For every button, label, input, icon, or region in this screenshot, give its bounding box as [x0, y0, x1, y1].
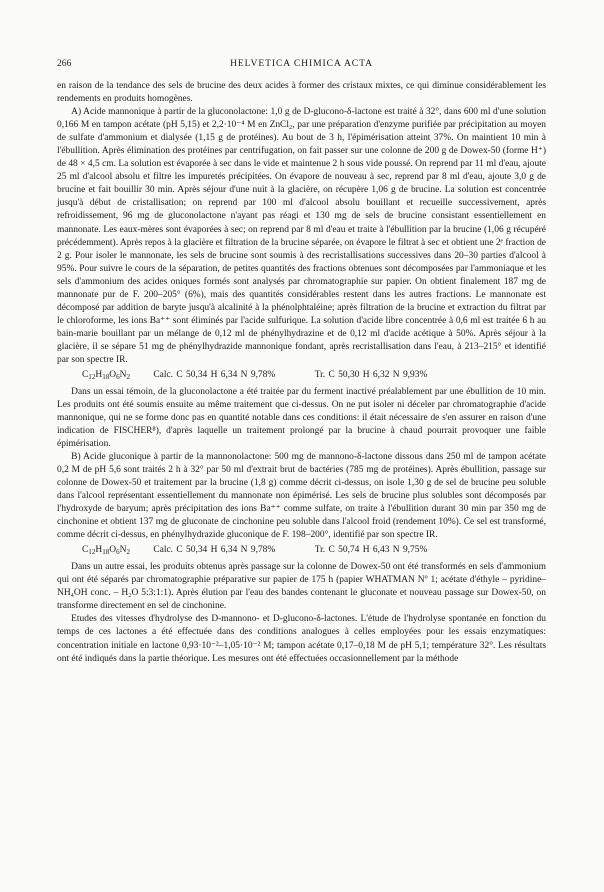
elemental-analysis-2	[57, 544, 546, 559]
running-title: HELVETICA CHIMICA ACTA	[230, 58, 373, 69]
page-header	[57, 58, 546, 72]
page-number: 266	[57, 58, 72, 69]
found-values: Tr. C 50,30 H 6,32 N 9,93%	[314, 370, 428, 381]
paragraph-method-b: B) Acide gluconique à partir de la mannonolactone: 500 mg de mannono-δ-lactone dissous dans 250 ml de tampon acétate 0,2 M de pH 5,6 sont traités 2 h à 32° par 50 ml d'extrait brut de bactéries (785 mg de protéines). Après ébullition, passage sur colonne de Dowex-50 et traitement par la brucine (1,8 g) comme décrit ci-dessus, on isole 1,30 g de sel de brucine peu soluble dans l'alcool représentant essentiellement du mannonate non épimérisé. Les sels de brucine plus solubles sont décomposés par l'hydroxyde de baryum; après précipitation des ions Ba⁺⁺ comme sulfate, on traite à l'ébullition durant 30 min par 350 mg de cinchonine et obtient 137 mg de gluconate de cinchonine peu soluble dans l'alcool froid (rendement 10%). Ce sel est transformé, comme décrit ci-dessus, en phénylhydrazide gluconique de F. 198–200°, identifié par son spectre IR.	[57, 452, 546, 541]
article-body	[57, 80, 546, 666]
paragraph-control: Dans un essai témoin, de la gluconolactone a été traitée par du ferment inactivé préalablement par une ébullition de 10 min. Les produits ont été soumis ensuite au même traitement que ci-dessus. On ne put isoler ni déceler par chromatographie d'acide mannonique, qui ne se forme donc pas en quantité notable dans ces conditions: il était nécessaire de s'en assurer en raison d'une indication de FISCHER⁸), d'après laquelle un traitement prolongé par la brucine à chaud pourrait provoquer une faible épimérisation.	[57, 386, 546, 450]
molecular-formula: C12H18O6N2	[82, 370, 131, 381]
paragraph-method-a: A) Acide mannonique à partir de la gluconolactone: 1,0 g de D-glucono-δ-lactone est traité à 32°, dans 600 ml d'une solution 0,166 M en tampon acétate (pH 5,15) et 2,2·10⁻⁴ M en ZnCl₂, par une préparation d'enzyme purifiée par précipitation au moyen de sulfate d'ammonium et dialysée (1,15 g de protéines). Au bout de 3 h, l'épimérisation atteint 37%. On maintient 10 min à l'ébullition. Après élimination des protéines par centrifugation, on fait passer sur une colonne de 200 g de Dowex-50 (forme H⁺) de 48 × 4,5 cm. La solution est évaporée à sec dans le vide et maintenue 2 h sous vide poussé. On reprend par 11 ml d'eau, ajoute 25 ml d'alcool absolu et filtre les impuretés précipitées. On évapore de nouveau à sec, reprend par 8 ml d'eau, ajoute 3,0 g de brucine et fait bouillir 30 min. Après séjour d'une nuit à la glacière, on récupère 1,06 g de brucine. La solution est concentrée jusqu'à début de cristallisation; on reprend par 100 ml d'alcool absolu bouillant et recueille successivement, après refroidissement, 96 mg de gluconolactone n'ayant pas réagi et 130 mg de sels de brucine consistant essentiellement en mannonate. Les eaux-mères sont évaporées à sec; on reprend par 8 ml d'eau et traite à l'ébullition par la brucine (1,06 g récupéré précédemment). Après repos à la glacière et filtration de la brucine séparée, on évapore le filtrat à sec et obtient une 2ᵉ fraction de 2 g. Pour isoler le mannonate, les sels de brucine sont soumis à des recristallisations successives dans 20–30 parties d'alcool à 95%. Pour suivre le cours de la séparation, de petites quantités des fractions obtenues sont décomposées par l'ammoniaque et les sels d'ammonium des acides oniques formés sont analysés par chromatographie sur papier. On obtient finalement 187 mg de mannonate pur de F. 200–205° (6%), mais des quantités considérables restent dans les autres fractions. Le mannonate est décomposé par addition de baryte jusqu'à alcalinité à la phénolphtaléine; après filtration de la brucine et extraction du filtrat par le chloroforme, les ions Ba⁺⁺ sont éliminés par l'acide sulfurique. La solution d'acide libre concentrée à 0,6 ml est traitée 6 h au bain-marie bouillant par un mélange de 0,12 ml de phénylhydrazine et de 0,12 ml d'acide acétique à 50%. Après séjour à la glacière, il se sépare 51 mg de phénylhydrazide mannonique fondant, après recristallisation dans l'eau, à 213–215° et identifié par son spectre IR.	[57, 107, 546, 365]
found-values: Tr. C 50,74 H 6,43 N 9,75%	[314, 545, 428, 556]
calculated-values: Calc. C 50,34 H 6,34 N 9,78%	[153, 545, 276, 556]
calculated-values: Calc. C 50,34 H 6,34 N 9,78%	[153, 370, 276, 381]
molecular-formula: C12H18O6N2	[82, 545, 131, 557]
elemental-analysis-1	[57, 369, 546, 384]
paragraph-hydrolysis: Etudes des vitesses d'hydrolyse des D-mannono- et D-glucono-δ-lactones. L'étude de l'hydrolyse spontanée en fonction du temps de ces lactones a été effectuée dans des conditions analogues à celles employées pour les essais enzymatiques: concentration initiale en lactone 0,93·10⁻²–1,05·10⁻² M; tampon acétate 0,17–0,18 M de pH 5,1; température 32°. Les résultats ont été indiqués dans la partie théorique. Les mesures ont été effectuées occasionnellement par la méthode	[57, 614, 546, 664]
paragraph-intro: en raison de la tendance des sels de brucine des deux acides à former des cristaux mixtes, ce qui diminue considérablement les rendements en produits homogènes.	[57, 81, 546, 105]
paragraph-alt-trial: Dans un autre essai, les produits obtenus après passage sur la colonne de Dowex-50 ont été transformés en sels d'ammonium qui ont été séparés par chromatographie préparative sur papier de 175 h (papier WHATMAN Nº 1; acétate d'éthyle – pyridine–NH₄OH conc. – H₂O 5:3:1:1). Après élution par l'eau des bandes contenant le gluconate et nouveau passage sur Dowex-50, on transforme directement en sel de cinchonine.	[57, 562, 546, 612]
